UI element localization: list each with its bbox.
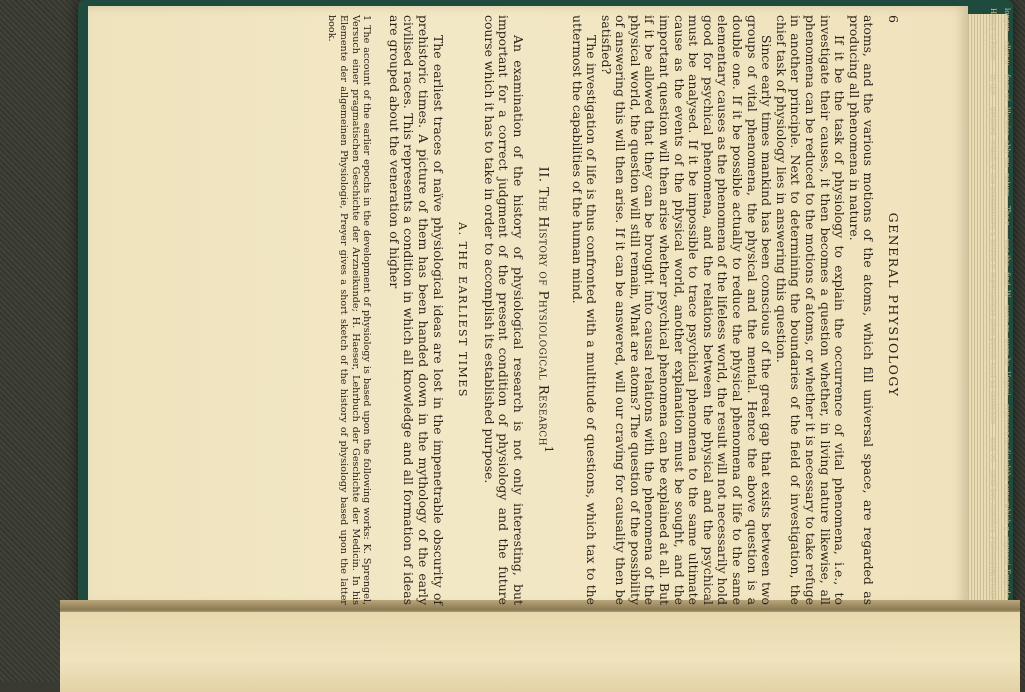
- facing-page-fragment: acts wi: [989, 437, 997, 462]
- page-text-block: [170, 15, 900, 605]
- facing-page-fragment: Philosophy: [989, 536, 997, 575]
- facing-page-fragment: expressi: [1003, 536, 1011, 566]
- page-number: 6: [886, 15, 901, 23]
- facing-page-fragment: the mean: [989, 173, 997, 207]
- section-heading-text: II. The History of Physiological Research: [535, 166, 551, 446]
- footnote-mark: 1: [541, 445, 555, 454]
- facing-page-fragment: mediately: [1003, 437, 1011, 472]
- facing-page-fragment: was the: [1003, 239, 1011, 267]
- facing-page-fragment: nature a: [989, 206, 997, 236]
- facing-page-fragment: The r: [1003, 206, 1011, 225]
- facing-page-fragment: the senses: [1003, 470, 1011, 508]
- running-title: GENERAL PHYSIOLOGY: [886, 212, 901, 398]
- facing-page-fragment: until bey: [989, 470, 997, 502]
- facing-page-fragment: represen: [1003, 404, 1011, 436]
- facing-page-fragment: likewise: [1003, 107, 1011, 136]
- section-heading: [535, 15, 555, 605]
- facing-page-fragment: Rules: [989, 41, 997, 61]
- running-head: [885, 15, 900, 605]
- facing-page-fragment: ably ma: [1003, 140, 1011, 168]
- facing-page-fragment: find. W: [1003, 272, 1011, 298]
- facing-page-fragment: from wi: [1003, 74, 1011, 102]
- facing-page-fragment: significa: [989, 503, 997, 533]
- facing-page-fragment: were he: [1003, 338, 1011, 367]
- paragraph: If it be the task of physiology to explain the occurrence of vital phenomena, i.e., to investigate their causes, it then becomes a question whether, in living nature likewise, all phenomena can be reduced to the motions of atoms, or whether it is necessary to take refuge in another principle. Next to determining the boundaries of the field of investigation, the chief task of physiology lies in answering this question.: [773, 15, 848, 605]
- facing-page-fragment: proofs su: [989, 338, 997, 371]
- facing-page-fragment: of all thin: [989, 371, 997, 405]
- facing-page-fragment: especially: [989, 272, 997, 308]
- facing-page-fragment: Unprej: [1003, 371, 1011, 396]
- facing-page-fragment: which w: [989, 140, 997, 170]
- facing-page-fragment: notion w: [989, 239, 997, 270]
- facing-page-fragment: which g: [1003, 503, 1011, 531]
- paragraph: Since early times mankind has been conscious of the great gap that exists between two groups of vital phenomena, the physical and the mental. Hence the above question is a double one. If it be possible actually to reduce the physical phenomena of life to the same elementary causes as the phenomena of the lifeless world, the result will not necessarily hold good for psychical phenomena, and the relations between the physical and the psychical must be analysed. If it be impossible to trace psychical phenomena to the same ultimate cause as the events of the physical world, another explanation must be sought, and the important question will then arise whether psychical phenomena can be explained at all. But if it be allowed that they can be brought into causal relations with the phenomena of the physical world, the question will still remain, What are atoms? The question of the possibility of answering this will then arise. If it can be answered, will our craving for causality then be satisfied?: [598, 15, 775, 605]
- paragraph: The investigation of life is thus confronted with a multitude of questions, which tax to the uttermost the capabilities of the human mind.: [569, 15, 600, 605]
- facing-page-fragment: Aristotle: [989, 569, 997, 600]
- facing-page-fragment: Empedo: [1003, 569, 1011, 599]
- facing-page-fragment: were re: [1003, 305, 1011, 333]
- facing-page-fragment: longer: [1003, 8, 1011, 31]
- facing-page-fragment: nature: [1003, 173, 1011, 197]
- facing-page-fragment: eller w: [1003, 41, 1011, 66]
- facing-page: [60, 612, 1020, 692]
- paragraph: An examination of the history of physiological research is not only interesting, but important for a correct judgment of the present condition of physiology and the future course which it has to take in order to accomplish its established purpose.: [481, 15, 527, 605]
- facing-page-fragment: While: [989, 404, 997, 425]
- footnote: 1 The account of the earlier epochs in the development of physiology is based upon the following works: K. Sprengel, Versuch einer pragmatischen Geschichte der Arzneikunde; H. Haeser, Lehrbuch der Geschichte der Medicin. In his Elemente der allgemeinen Physiologie, Preyer gives a short sketch of the history of physiology based upon the latter book.: [326, 15, 373, 605]
- facing-page-fragment: Hence to: [989, 8, 997, 41]
- paragraph: atoms, and the various motions of the atoms, which fill universal space, are regarded as producing all phenomena in nature.: [846, 15, 877, 605]
- paragraph: The earliest traces of naïve physiological ideas are lost in the impenetrable obscurity of prehistoric times. A picture of them has been handed down in the mythology of the early civilised races. This represents a condition in which all knowledge and all formation of ideas are grouped about the veneration of higher: [386, 15, 446, 605]
- facing-page-fragment: In the: [989, 74, 997, 95]
- facing-page-fragment: the phen: [989, 305, 997, 337]
- facing-page-fragment: detailed: [989, 107, 997, 136]
- subsection-heading: A. THE EARLIEST TIMES: [456, 222, 470, 398]
